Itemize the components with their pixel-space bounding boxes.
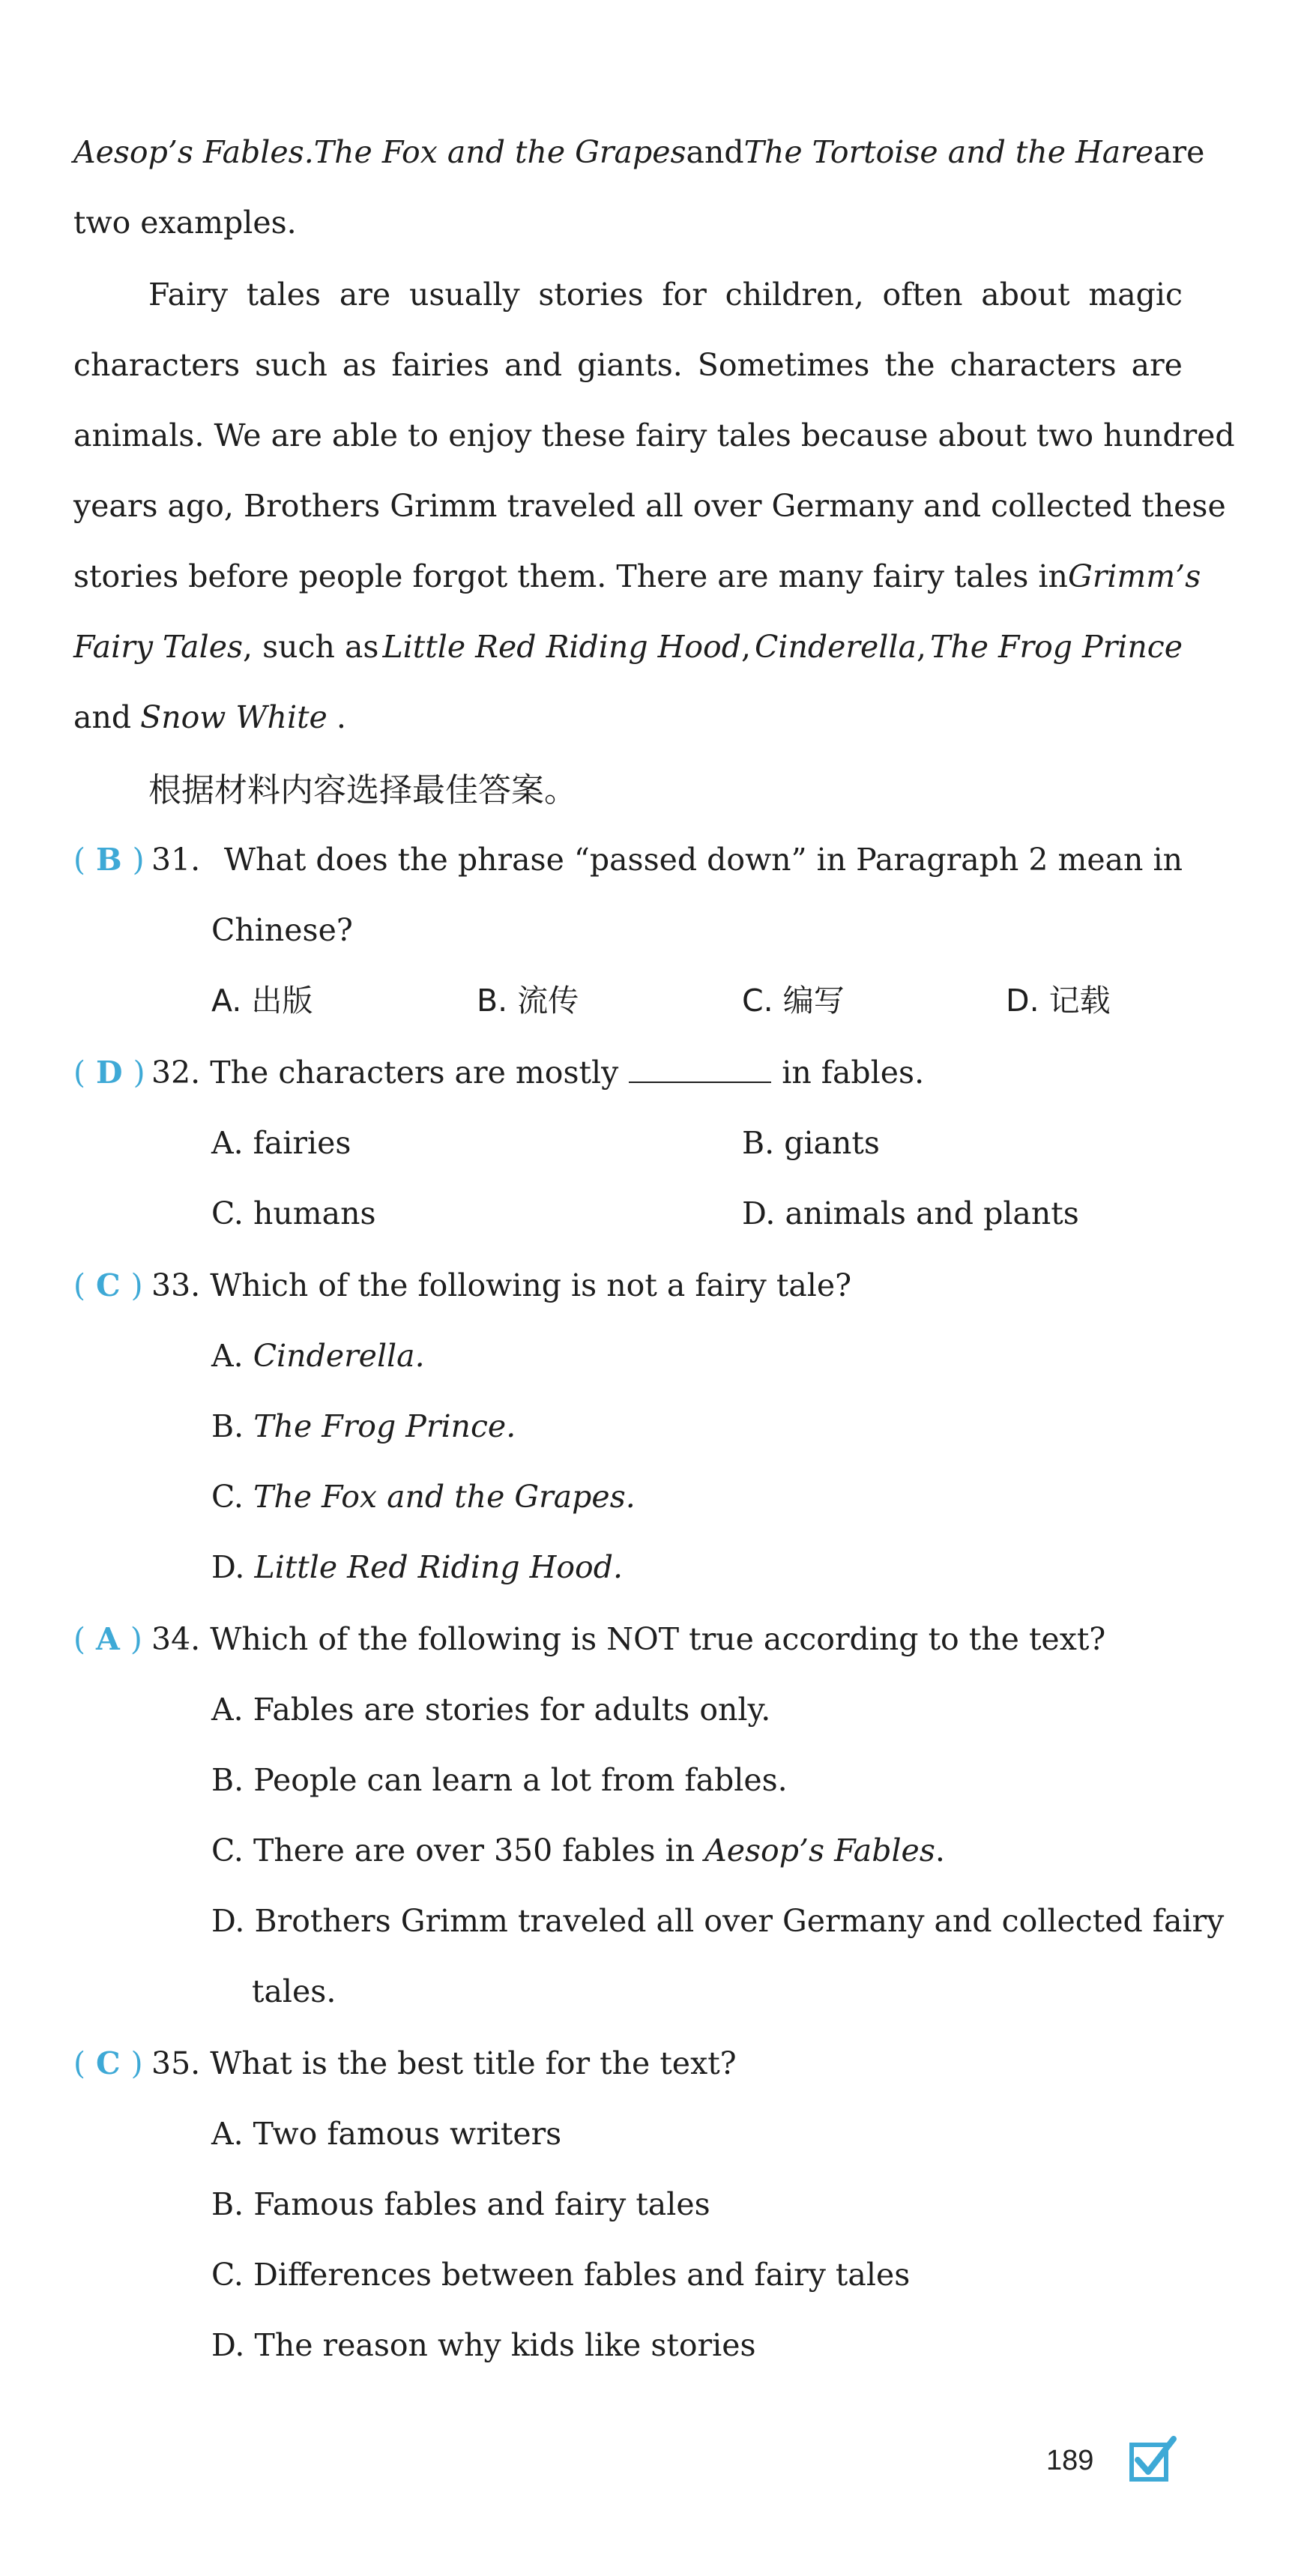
answer-letter: B [96,842,122,878]
text-span: The Fox and the Grapes [313,134,686,170]
text-span: often [882,277,963,313]
passage-line [73,117,1205,187]
checkbox-check-icon [1126,2434,1178,2487]
text-span: The Frog Prince [930,629,1183,665]
question-number: 32. [151,1055,201,1091]
answer-letter: D [96,1055,123,1091]
text-span: such [255,347,328,383]
option-a: A. Fables are stories for adults only. [211,1692,771,1728]
text-span: characters [950,347,1117,383]
option-text: The Fox and the Grapes. [253,1479,636,1515]
question-text: The characters are mostly [210,1055,619,1091]
answer-letter: A [96,1621,120,1657]
text-span: . [336,699,346,735]
text-span: Cinderella [755,629,917,665]
text-span: fairies [391,347,490,383]
answer-box: ( C ) [73,1267,143,1303]
question-31 [73,824,1183,895]
text-span: years ago, Brothers Grimm traveled all over Germany and collected these [73,488,1226,524]
answer-box: ( A ) [73,1621,142,1657]
option-label: A. [211,1338,253,1374]
text-span: as [342,347,377,383]
option-b: B. giants [742,1125,880,1161]
option-text: Little Red Riding Hood. [254,1549,624,1585]
question-text: in fables. [782,1055,925,1091]
question-35 [73,2028,737,2099]
option-text: C. 编写 [742,983,845,1019]
text-span: are [1153,134,1205,170]
option-a: A. Two famous writers [211,2116,562,2152]
option-d [1006,965,1111,1036]
option-text: A. 出版 [211,983,313,1019]
text-span: Snow White [140,699,328,735]
text-span: two examples. [73,205,297,241]
question-32 [73,1037,924,1108]
text-span: about [981,277,1070,313]
text-span: children, [725,277,864,313]
option-a [211,965,313,1036]
answer-box: ( C ) [73,2045,143,2081]
answer-letter: C [96,2045,121,2081]
text-span: Fairy Tales [73,629,244,665]
text-span: and [686,134,744,170]
option-d: D. The reason why kids like stories [211,2327,756,2363]
text-span: Little Red Riding Hood [382,629,741,665]
text-span: characters [73,347,241,383]
option-text: Cinderella. [253,1338,425,1374]
passage-line [73,187,1183,258]
option-d [211,1532,623,1602]
text-span: , [916,629,926,665]
page-number: 189 [1046,2445,1094,2476]
option-c: C. humans [211,1195,376,1231]
question-text: Which of the following is NOT true according to the text? [210,1621,1106,1657]
passage-line [73,471,1226,541]
option-c: C. Differences between fables and fairy tales [211,2257,911,2293]
question-33 [73,1250,851,1321]
answer-box: ( B ) [73,842,145,878]
text-span: Grimm’s [1067,558,1201,594]
question-text: Which of the following is not a fairy tale? [210,1267,852,1303]
passage-line [148,259,1183,330]
option-text: The Frog Prince. [253,1408,516,1444]
text-span: , such as [243,629,379,665]
text-span: are [1131,347,1183,383]
option-text: C. There are over 350 fables in [211,1833,695,1868]
text-span: The Tortoise and the Hare [743,134,1154,170]
passage-line [73,330,1183,400]
text-span: magic [1088,277,1183,313]
text-span: stories before people forgot them. There are many fairy tales in [73,558,1068,594]
text-span: Fairy [148,277,228,313]
passage-line [73,541,1201,612]
question-text-cont: Chinese? [211,912,353,948]
option-text: B. 流传 [477,983,579,1019]
text-span: animals. We are able to enjoy these fairy tales because about two hundred [73,417,1235,453]
option-text: . [935,1833,945,1868]
option-a: A. fairies [211,1125,351,1161]
question-number: 31. [151,842,201,878]
option-b: B. Famous fables and fairy tales [211,2186,710,2222]
question-text: What is the best title for the text? [210,2045,737,2081]
text-span: Sometimes [697,347,870,383]
text-span: tales [246,277,322,313]
option-text: Aesop’s Fables [704,1833,935,1868]
text-span: usually [408,277,520,313]
question-34 [73,1604,1105,1674]
option-label: D. [211,1549,255,1585]
text-span: and [73,699,132,735]
option-a [211,1321,425,1391]
option-d-cont: tales. [252,1973,336,2009]
passage-line [73,682,1183,752]
answer-letter: C [96,1267,121,1303]
question-text: What does the phrase “passed down” in Paragraph 2 mean in [223,842,1183,878]
text-span: Aesop’s Fables. [73,134,314,170]
option-text: D. 记载 [1006,983,1111,1019]
option-b: B. People can learn a lot from fables. [211,1762,788,1798]
option-label: C. [211,1479,253,1515]
option-c [211,1815,945,1886]
option-d: D. animals and plants [742,1195,1079,1231]
question-number: 33. [151,1267,201,1303]
option-b [211,1391,516,1462]
text-span: and [504,347,563,383]
text-span: the [884,347,935,383]
text-span: are [339,277,391,313]
text-span: stories [538,277,644,313]
text-span: for [662,277,707,313]
option-text: D. Brothers Grimm traveled all over Germany and collected fairy [211,1903,1225,1939]
option-d [211,1886,1225,1956]
answer-box: ( D ) [73,1055,145,1091]
question-number: 35. [151,2045,201,2081]
answer-blank [629,1059,771,1083]
option-c [211,1462,636,1532]
instruction: 根据材料内容选择最佳答案。 [148,771,577,809]
text-span: , [740,629,752,665]
text-span: giants. [577,347,683,383]
option-b [477,965,579,1036]
passage-line [73,612,1183,682]
option-c [742,965,845,1036]
option-label: B. [211,1408,254,1444]
question-number: 34. [151,1621,201,1657]
passage-line [73,400,1235,471]
